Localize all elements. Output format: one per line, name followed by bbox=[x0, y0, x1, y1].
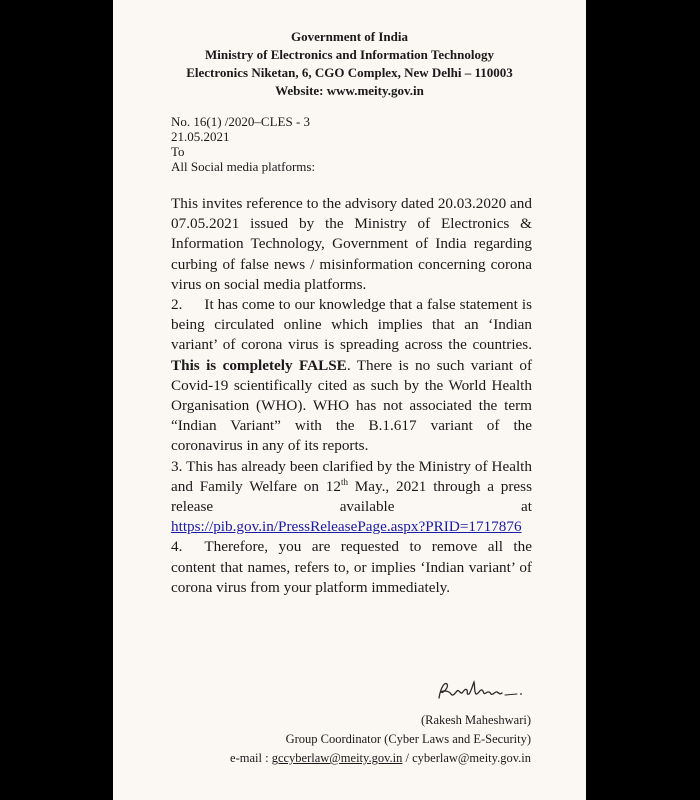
letterhead-government: Government of India bbox=[291, 29, 408, 44]
email-label: e-mail : bbox=[230, 751, 272, 765]
letterhead bbox=[113, 28, 586, 100]
letter-meta bbox=[171, 114, 531, 174]
date-ordinal: th bbox=[340, 476, 348, 487]
paragraph-3 bbox=[171, 457, 532, 538]
signatory-name: (Rakesh Maheshwari) bbox=[420, 713, 531, 727]
paragraph-1 bbox=[171, 194, 532, 295]
signatory-title: Group Coordinator (Cyber Laws and E-Security) bbox=[285, 732, 531, 746]
letter-page bbox=[113, 0, 586, 800]
paragraph-3-text-b: May., 2021 through a press release available at bbox=[171, 477, 532, 516]
email-link-gccyberlaw[interactable]: gccyberlaw@meity.gov.in bbox=[271, 751, 403, 765]
paragraph-4-number: 4. bbox=[171, 538, 183, 556]
signature-block bbox=[230, 711, 531, 768]
letterhead-ministry: Ministry of Electronics and Information Technology bbox=[204, 47, 495, 62]
paragraph-3-text-a: 3. This has already been clarified by the Ministry of Health and Family Welfare on 12 bbox=[171, 457, 532, 495]
signatory-email bbox=[230, 749, 531, 768]
reference-number: No. 16(1) /2020–CLES - 3 bbox=[171, 114, 311, 129]
recipient: All Social media platforms: bbox=[171, 159, 316, 174]
paragraph-4-text: Therefore, you are requested to remove all the content that names, refers to, or implies ‘Indian variant’ of corona virus from your platform immediately. bbox=[171, 538, 532, 596]
false-claim-emphasis: This is completely FALSE bbox=[171, 356, 347, 374]
handwritten-signature bbox=[435, 676, 535, 706]
paragraph-2-text-b: . There is no such variant of Covid-19 scientifically cited as such by the World Health Organisation (WHO). WHO has not associated the term “Indian Variant” with the B.1.617 variant of the coronavirus in any of its reports. bbox=[171, 356, 532, 455]
paragraph-4 bbox=[171, 537, 532, 598]
letter-body bbox=[171, 194, 532, 598]
paragraph-2 bbox=[171, 295, 532, 457]
letterhead-address: Electronics Niketan, 6, CGO Complex, New Delhi – 110003 bbox=[186, 65, 513, 80]
paragraph-2-number: 2. bbox=[171, 296, 183, 314]
letterhead-website: Website: www.meity.gov.in bbox=[275, 83, 424, 98]
email-separator: / bbox=[402, 751, 413, 765]
email-cyberlaw: cyberlaw@meity.gov.in bbox=[412, 751, 531, 765]
paragraph-2-text-a: It has come to our knowledge that a false statement is being circulated online which implies that an ‘Indian variant’ of corona virus is spreading across the countries. bbox=[171, 296, 532, 354]
to-label: To bbox=[171, 144, 185, 159]
letter-date: 21.05.2021 bbox=[171, 129, 230, 144]
paragraph-1-text: This invites reference to the advisory dated 20.03.2020 and 07.05.2021 issued by the Ministry of Electronics & Information Technology, Government of India regarding curbing of false news / misinformation concerning corona virus on social media platforms. bbox=[171, 195, 532, 293]
press-release-link[interactable]: https://pib.gov.in/PressReleasePage.aspx?PRID=1717876 bbox=[171, 518, 522, 536]
